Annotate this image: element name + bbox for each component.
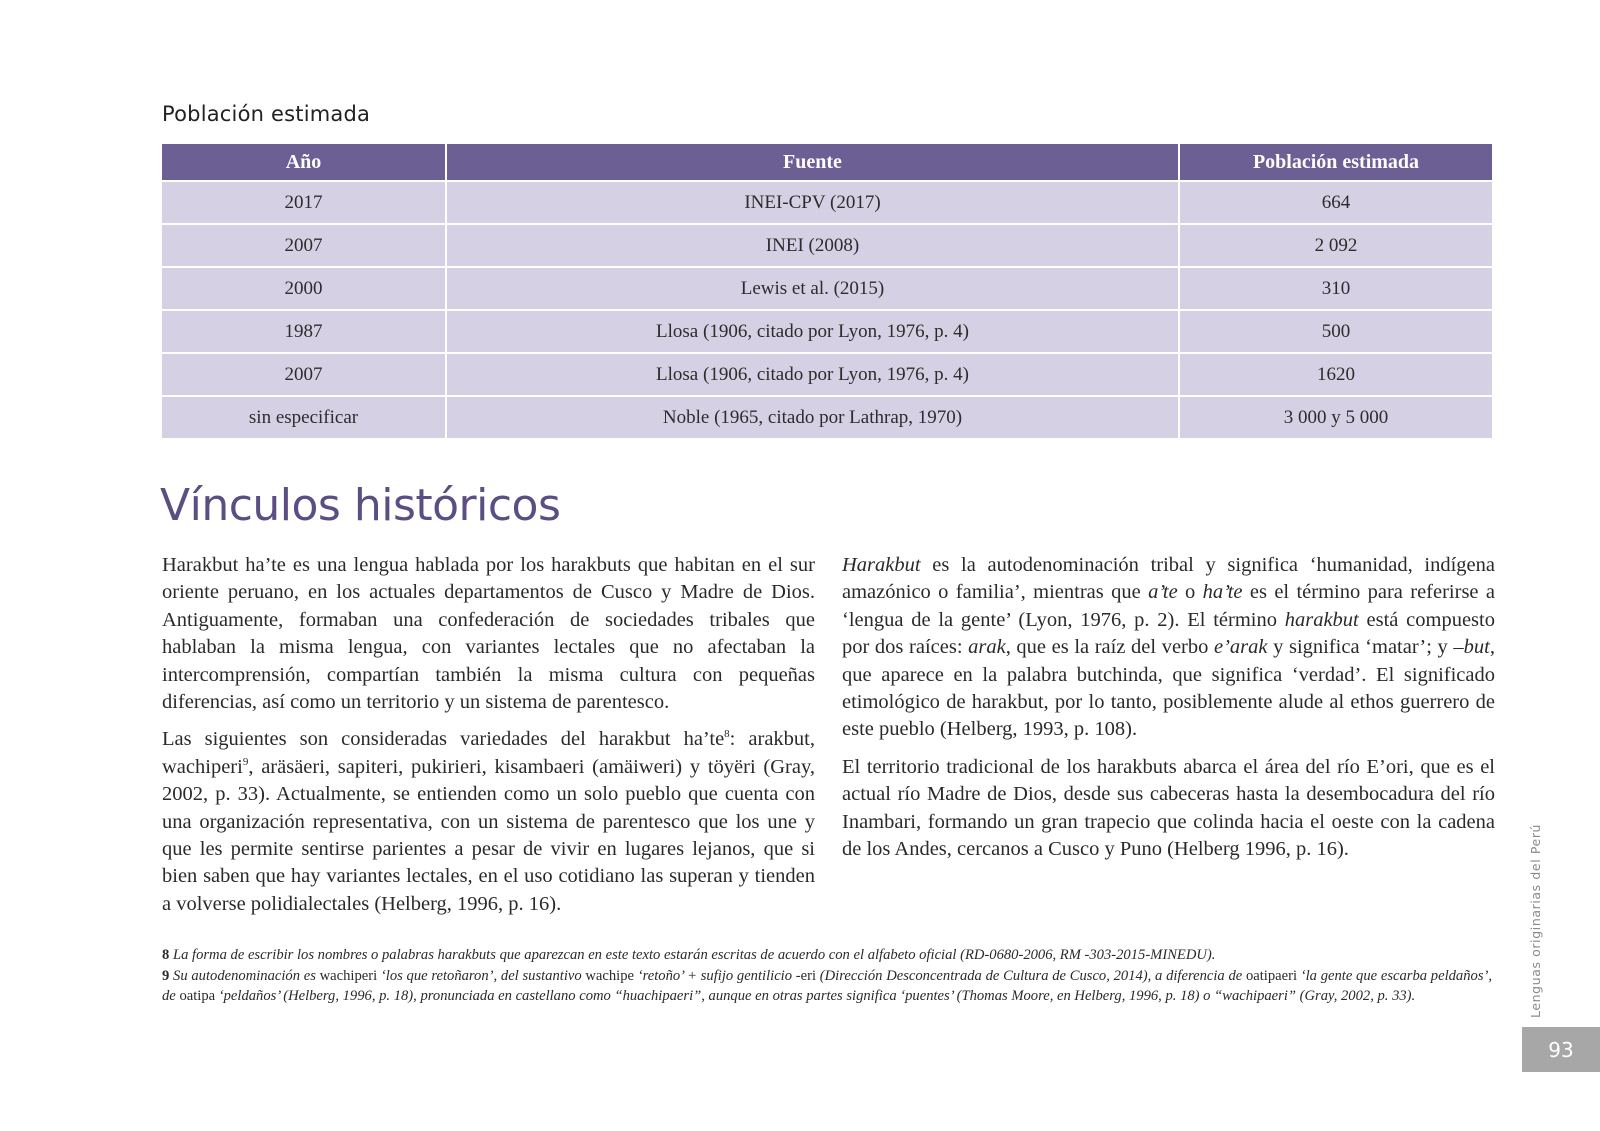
italic-term: a’te bbox=[1148, 581, 1178, 604]
cell-year: 2007 bbox=[162, 224, 446, 267]
body-paragraph bbox=[842, 552, 1495, 744]
text-run: , que aparece en la palabra butchinda, que significa ‘verdad’. El significado etimológico de harakbut, por lo tanto, posiblemente alude al ethos guerrero de este pueblo (Helberg, 1993, p. 108). bbox=[842, 636, 1495, 741]
italic-term: Harakbut bbox=[842, 554, 921, 576]
text-run: Su autodenominación es bbox=[173, 967, 320, 984]
running-title: Lenguas originarias del Perú bbox=[1528, 823, 1543, 1018]
page-number: 93 bbox=[1522, 1027, 1600, 1072]
footnote-ref-8[interactable]: 8 bbox=[724, 728, 730, 741]
italic-term: harakbut bbox=[1284, 608, 1359, 631]
text-run: : arakbut, wachiperi bbox=[162, 728, 815, 778]
cell-population: 1620 bbox=[1179, 353, 1492, 396]
footnote-8 bbox=[162, 945, 1492, 966]
left-text-column bbox=[162, 552, 815, 928]
cell-population: 500 bbox=[1179, 310, 1492, 353]
upright-term: oatipa bbox=[179, 988, 216, 1004]
upright-term: -eri bbox=[795, 967, 817, 984]
cell-year: 2007 bbox=[162, 353, 446, 396]
text-run: ‘retoño’ + sufijo gentilicio bbox=[634, 967, 796, 984]
table-row bbox=[162, 310, 1492, 353]
cell-source: INEI (2008) bbox=[446, 224, 1179, 267]
text-run: ‘la gente que escarba peldaños’, de bbox=[162, 967, 1493, 1004]
table-row bbox=[162, 267, 1492, 310]
text-run: o bbox=[1177, 581, 1203, 604]
text-run: (Dirección Desconcentrada de Cultura de Cusco, 2014), a diferencia de bbox=[816, 967, 1246, 984]
italic-term: ha’te bbox=[1202, 581, 1243, 604]
footnote-number: 8 bbox=[162, 947, 170, 963]
body-paragraph: El territorio tradicional de los harakbuts abarca el área del río E’ori, que es el actual río Madre de Dios, desde sus cabeceras hasta la desembocadura del río Inambari, formando un gran trapecio que colinda hacia el oeste con la cadena de los Andes, cercanos a Cusco y Puno (Helberg 1996, p. 16). bbox=[842, 755, 1495, 861]
text-run: ‘los que retoñaron’, del sustantivo bbox=[377, 967, 586, 984]
upright-term: wachiperi bbox=[319, 967, 378, 984]
cell-source: Noble (1965, citado por Lathrap, 1970) bbox=[446, 396, 1179, 438]
table-row bbox=[162, 224, 1492, 267]
table-row bbox=[162, 181, 1492, 224]
upright-term: wachipe bbox=[585, 967, 635, 984]
footnote-ref-9[interactable]: 9 bbox=[242, 756, 249, 769]
table-row bbox=[162, 396, 1492, 438]
italic-term: arak bbox=[968, 636, 1006, 659]
column-header-source: Fuente bbox=[446, 144, 1179, 181]
italic-term: –but bbox=[1453, 636, 1490, 659]
footnote-text: La forma de escribir los nombres o palabras harakbuts que aparezcan en este texto estarán escritas de acuerdo con el alfabeto oficial (RD-0680-2006, RM -303-2015-MINEDU). bbox=[172, 947, 1216, 963]
section-heading: Vínculos históricos bbox=[160, 480, 561, 531]
table-header-row bbox=[162, 144, 1492, 181]
footnotes bbox=[162, 945, 1492, 1007]
body-paragraph bbox=[162, 726, 815, 918]
cell-source: Llosa (1906, citado por Lyon, 1976, p. 4) bbox=[446, 310, 1179, 353]
cell-population: 3 000 y 5 000 bbox=[1179, 396, 1492, 438]
population-table bbox=[162, 144, 1492, 438]
text-run: Las siguientes son consideradas variedades del harakbut ha’te bbox=[162, 728, 725, 751]
column-header-population: Población estimada bbox=[1179, 144, 1492, 181]
right-text-column bbox=[842, 552, 1495, 873]
cell-year: 2017 bbox=[162, 181, 446, 224]
cell-year: 1987 bbox=[162, 310, 446, 353]
cell-year: 2000 bbox=[162, 267, 446, 310]
footnote-number: 9 bbox=[162, 967, 170, 984]
text-run: es el término para referirse a ‘lengua de la gente’ (Lyon, 1976, p. 2). El término bbox=[842, 581, 1495, 631]
text-run: está compuesto por dos raíces: bbox=[842, 608, 1495, 659]
cell-source: Llosa (1906, citado por Lyon, 1976, p. 4) bbox=[446, 353, 1179, 396]
italic-term: e’arak bbox=[1214, 636, 1268, 659]
text-run: , que es la raíz del verbo bbox=[1005, 636, 1214, 659]
table-caption: Población estimada bbox=[162, 102, 371, 126]
cell-year: sin especificar bbox=[162, 396, 446, 438]
cell-population: 2 092 bbox=[1179, 224, 1492, 267]
text-run: y significa ‘matar’; y bbox=[1267, 636, 1454, 659]
footnote-9 bbox=[162, 966, 1492, 1007]
cell-population: 664 bbox=[1179, 181, 1492, 224]
cell-population: 310 bbox=[1179, 267, 1492, 310]
text-run: ‘peldaños’ (Helberg, 1996, p. 18), pronunciada en castellano como “huachipaeri”, aunque en otras partes significa ‘puentes’ (Thomas Moore, en Helberg, 1996, p. 18) o “wachipaeri” (Gray, 2002, p. 33). bbox=[215, 988, 1416, 1004]
text-run: es la autodenominación tribal y significa ‘humanidad, indígena amazónico o familia’, mientras que bbox=[842, 554, 1495, 604]
text-run: , aräsäeri, sapiteri, pukirieri, kisambaeri (amäiweri) y töyëri (Gray, 2002, p. 33). Actualmente, se entienden como un solo pueblo que cuenta con una organización representativa, con un sistema de parentesco que los une y que les permite sentirse parientes a pesar de vivir en lugares lejanos, que si bien saben que hay variantes lectales, en el uso cotidiano las superan y tienden a volverse polidialectales (Helberg, 1996, p. 16). bbox=[162, 755, 815, 915]
body-paragraph: Harakbut ha’te es una lengua hablada por los harakbuts que habitan en el sur oriente peruano, en los actuales departamentos de Cusco y Madre de Dios. Antiguamente, formaban una confederación de sociedades tribales que hablaban la misma lengua, con variantes lectales que no afectaban la intercomprensión, compartían también la misma cultura con pequeñas diferencias, así como un territorio y un sistema de parentesco. bbox=[162, 554, 815, 714]
cell-source: INEI-CPV (2017) bbox=[446, 181, 1179, 224]
cell-source: Lewis et al. (2015) bbox=[446, 267, 1179, 310]
upright-term: oatipaeri bbox=[1245, 967, 1298, 984]
table-row bbox=[162, 353, 1492, 396]
column-header-year: Año bbox=[162, 144, 446, 181]
